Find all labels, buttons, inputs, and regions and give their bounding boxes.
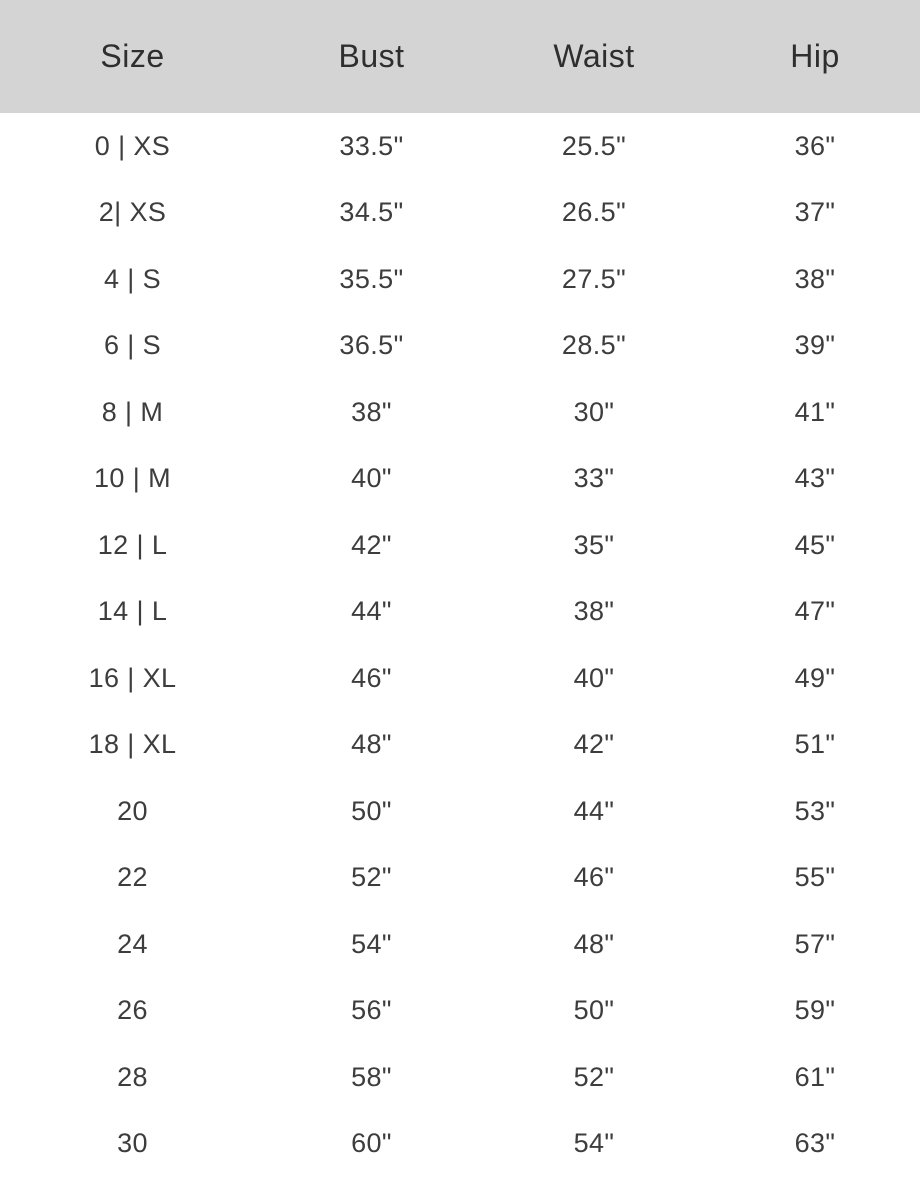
cell-size: 10 | M	[94, 463, 171, 494]
cell-size: 12 | L	[97, 529, 168, 560]
cell-hip: 37"	[794, 197, 836, 228]
cell-size: 22	[117, 862, 148, 893]
cell-waist: 28.5"	[561, 330, 627, 361]
cell-waist: 50"	[573, 995, 615, 1026]
table-row	[0, 911, 920, 978]
cell-hip: 45"	[794, 529, 836, 560]
cell-bust: 58"	[351, 1061, 392, 1092]
cell-waist: 46"	[573, 862, 615, 893]
cell-waist: 52"	[573, 1061, 615, 1092]
cell-size: 20	[117, 795, 148, 826]
cell-size: 30	[117, 1128, 148, 1159]
table-row	[0, 313, 920, 380]
cell-bust: 54"	[351, 928, 392, 959]
cell-waist: 26.5"	[561, 197, 627, 228]
cell-hip: 47"	[794, 596, 836, 627]
cell-waist: 35"	[573, 529, 615, 560]
table-row	[0, 1111, 920, 1178]
cell-waist: 40"	[573, 662, 615, 693]
table-row	[0, 579, 920, 646]
cell-bust: 56"	[351, 995, 392, 1026]
cell-size: 2| XS	[98, 197, 167, 228]
table-body	[0, 113, 920, 1177]
column-header-size: Size	[0, 0, 265, 113]
cell-waist: 42"	[573, 729, 615, 760]
cell-bust: 52"	[351, 862, 392, 893]
cell-waist: 38"	[573, 596, 615, 627]
cell-hip: 55"	[794, 862, 836, 893]
cell-size: 18 | XL	[88, 729, 177, 760]
cell-hip: 53"	[794, 795, 836, 826]
cell-size: 14 | L	[97, 596, 168, 627]
cell-hip: 38"	[794, 263, 836, 294]
table-row	[0, 1044, 920, 1111]
table-header-row	[0, 0, 920, 113]
cell-bust: 46"	[351, 662, 392, 693]
cell-size: 24	[117, 928, 148, 959]
cell-bust: 38"	[351, 396, 392, 427]
table-header	[0, 0, 920, 113]
table-row	[0, 845, 920, 912]
cell-size: 4 | S	[103, 263, 162, 294]
cell-hip: 36"	[794, 130, 836, 161]
cell-size: 16 | XL	[88, 662, 177, 693]
table-row	[0, 446, 920, 513]
cell-bust: 35.5"	[339, 263, 404, 294]
cell-hip: 59"	[794, 995, 836, 1026]
cell-size: 6 | S	[103, 330, 162, 361]
cell-size: 26	[117, 995, 148, 1026]
cell-hip: 39"	[794, 330, 836, 361]
table-row	[0, 978, 920, 1045]
cell-hip: 57"	[794, 928, 836, 959]
cell-bust: 34.5"	[339, 197, 404, 228]
cell-hip: 49"	[794, 662, 836, 693]
cell-hip: 43"	[794, 463, 836, 494]
cell-waist: 30"	[573, 396, 615, 427]
column-header-bust: Bust	[265, 0, 478, 113]
cell-size: 28	[117, 1061, 148, 1092]
column-header-waist: Waist	[478, 0, 710, 113]
cell-bust: 48"	[351, 729, 392, 760]
cell-bust: 36.5"	[339, 330, 404, 361]
table-row	[0, 645, 920, 712]
table-row	[0, 778, 920, 845]
table-row	[0, 113, 920, 180]
cell-bust: 44"	[351, 596, 392, 627]
cell-bust: 50"	[351, 795, 392, 826]
cell-waist: 44"	[573, 795, 615, 826]
table-row	[0, 379, 920, 446]
cell-hip: 63"	[794, 1128, 836, 1159]
column-header-hip: Hip	[710, 0, 920, 113]
cell-hip: 61"	[794, 1061, 836, 1092]
cell-waist: 27.5"	[561, 263, 627, 294]
table-row	[0, 712, 920, 779]
table-row	[0, 512, 920, 579]
table-row	[0, 246, 920, 313]
cell-size: 8 | M	[101, 396, 164, 427]
cell-waist: 54"	[573, 1128, 615, 1159]
cell-hip: 51"	[794, 729, 836, 760]
cell-bust: 33.5"	[339, 130, 404, 161]
cell-bust: 40"	[351, 463, 392, 494]
cell-waist: 25.5"	[561, 130, 627, 161]
cell-bust: 42"	[351, 529, 392, 560]
cell-size: 0 | XS	[94, 130, 171, 161]
cell-bust: 60"	[351, 1128, 392, 1159]
cell-hip: 41"	[794, 396, 836, 427]
cell-waist: 33"	[573, 463, 615, 494]
table-row	[0, 180, 920, 247]
cell-waist: 48"	[573, 928, 615, 959]
